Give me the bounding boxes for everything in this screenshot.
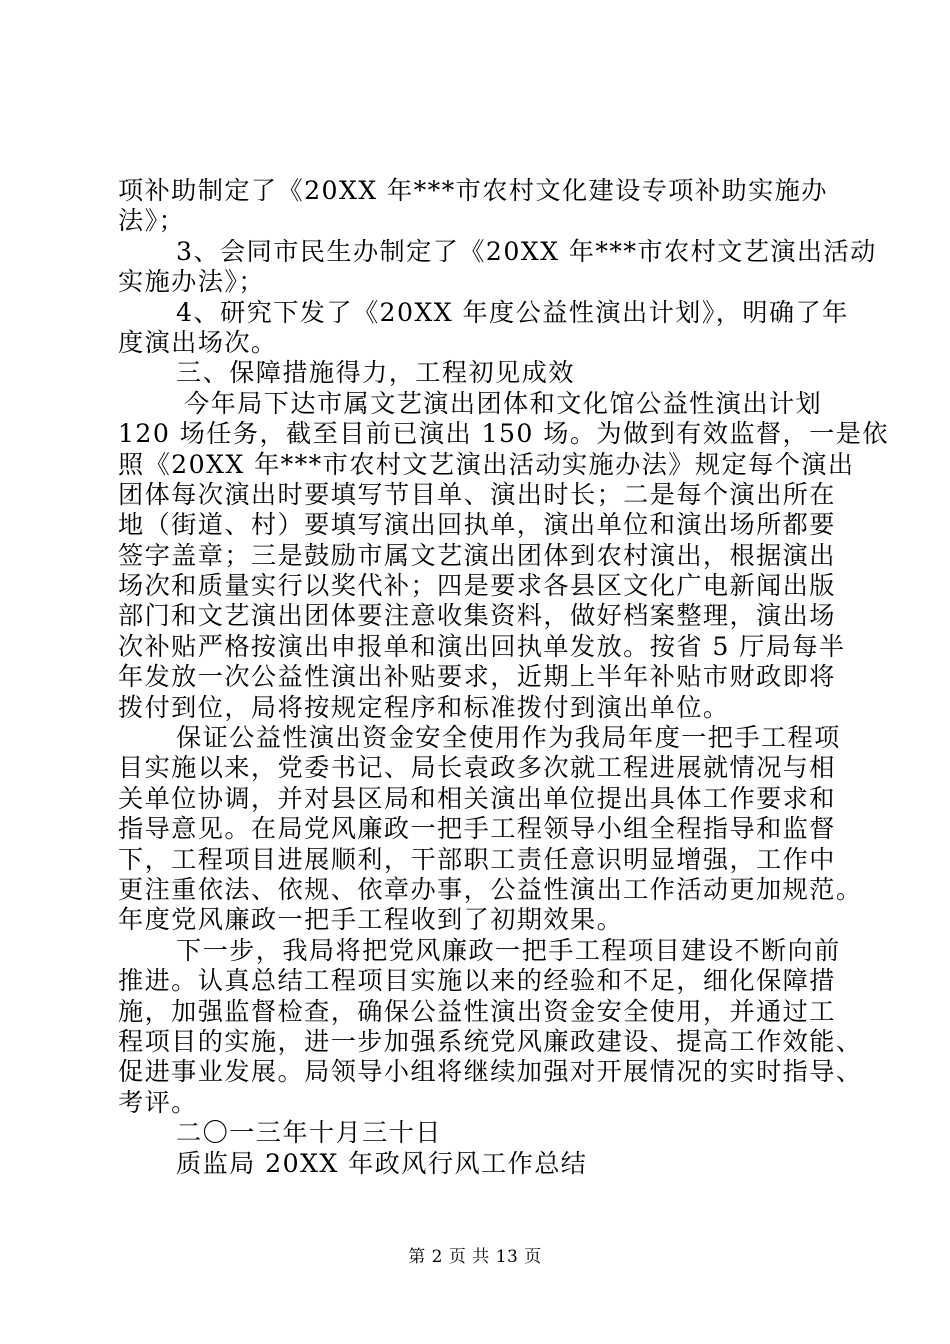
text-line: 程项目的实施，进一步加强系统党风廉政建设、提高工作效能、: [118, 1026, 863, 1056]
text-line: 法》；: [118, 206, 186, 236]
text-line: 下一步，我局将把党风廉政一把手工程项目建设不断向前: [176, 935, 841, 965]
text-line: 拨付到位，局将按规定程序和标准拨付到演出单位。: [118, 692, 730, 722]
text-line: 实施办法》；: [118, 267, 265, 297]
text-line: 度演出场次。: [118, 327, 278, 357]
text-line: 场次和质量实行以奖代补；四是要求各县区文化广电新闻出版: [118, 571, 836, 601]
text-line: 3、会同市民生办制定了《20XX 年***市农村文艺演出活动: [176, 236, 877, 266]
text-line: 目实施以来，党委书记、局长袁政多次就工程进展就情况与相: [118, 753, 836, 783]
text-line: 更注重依法、依规、依章办事，公益性演出工作活动更加规范。: [118, 874, 863, 904]
text-line: 考评。: [118, 1087, 198, 1117]
text-line: 年度党风廉政一把手工程收到了初期效果。: [118, 905, 624, 935]
text-line: 促进事业发展。局领导小组将继续加强对开展情况的实时指导、: [118, 1057, 863, 1087]
next-title: 质监局 20XX 年政风行风工作总结: [176, 1148, 588, 1178]
text-line: 关单位协调，并对县区局和相关演出单位提出具体工作要求和: [118, 783, 836, 813]
text-line: 下，工程项目进展顺利，干部职工责任意识明显增强，工作中: [118, 844, 836, 874]
text-line: 地（街道、村）要填写演出回执单，演出单位和演出场所都要: [118, 510, 836, 540]
text-line: 120 场任务，截至目前已演出 150 场。为做到有效监督，一是依: [118, 419, 889, 449]
text-line: 今年局下达市属文艺演出团体和文化馆公益性演出计划: [184, 388, 823, 418]
text-line: 项补助制定了《20XX 年***市农村文化建设专项补助实施办: [118, 176, 828, 205]
text-line: 照《20XX 年***市农村文艺演出活动实施办法》规定每个演出: [118, 449, 855, 479]
page-footer: 第 2 页 共 13 页: [408, 1247, 542, 1267]
date-line: 二〇一三年十月三十日: [176, 1118, 442, 1148]
text-line: 推进。认真总结工程项目实施以来的经验和不足，细化保障措: [118, 966, 836, 996]
section-heading: 三、保障措施得力，工程初见成效: [176, 358, 575, 388]
document-body: [118, 176, 889, 1179]
text-line: 保证公益性演出资金安全使用作为我局年度一把手工程项: [176, 723, 841, 753]
text-line: 部门和文艺演出团体要注意收集资料，做好档案整理，演出场: [118, 601, 836, 631]
text-line: 团体每次演出时要填写节目单、演出时长；二是每个演出所在: [118, 479, 836, 509]
text-line: 签字盖章；三是鼓励市属文艺演出团体到农村演出，根据演出: [118, 540, 836, 570]
text-line: 施，加强监督检查，确保公益性演出资金安全使用，并通过工: [118, 996, 836, 1026]
text-line: 4、研究下发了《20XX 年度公益性演出计划》，明确了年: [176, 297, 849, 327]
text-line: 指导意见。在局党风廉政一把手工程领导小组全程指导和监督: [118, 814, 836, 844]
text-line: 年发放一次公益性演出补贴要求，近期上半年补贴市财政即将: [118, 662, 836, 692]
text-line: 次补贴严格按演出申报单和演出回执单发放。按省 5 厅局每半: [118, 631, 846, 661]
